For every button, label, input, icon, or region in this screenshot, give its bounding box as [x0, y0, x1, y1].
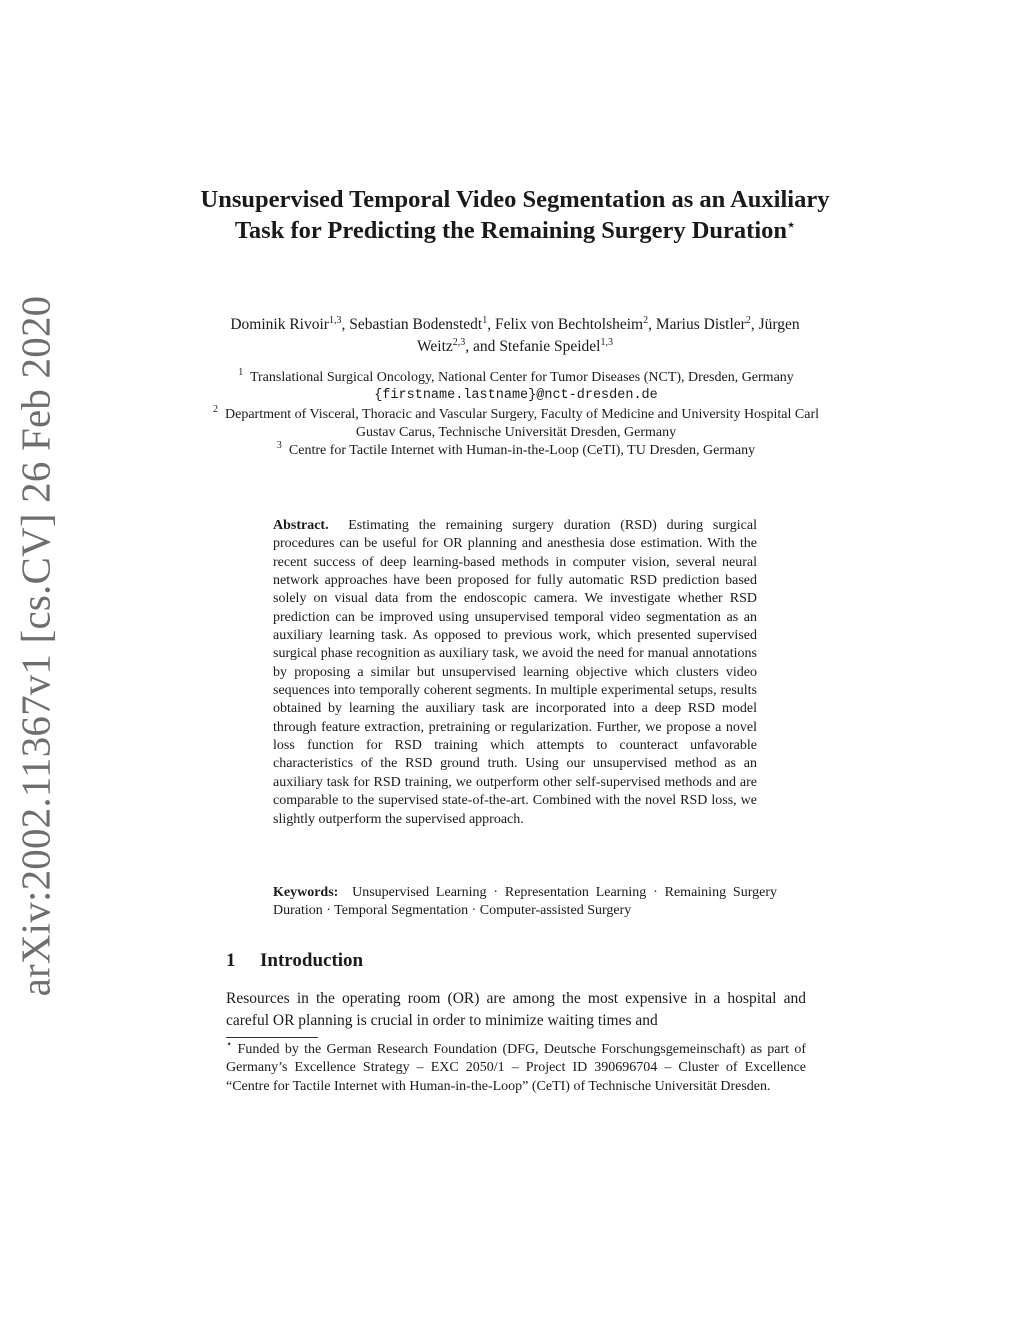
affiliation-item: [210, 442, 822, 460]
paper-title-text: Unsupervised Temporal Video Segmentation as an Auxiliary Task for Predicting the Remaining Surgery Duration: [200, 186, 830, 244]
author-affiliation-mark: 1,3: [600, 337, 613, 348]
abstract: [273, 517, 757, 829]
arxiv-identifier-text: arXiv:2002.11367v1 [cs.CV] 26 Feb 2020: [12, 295, 58, 997]
author-list: Dominik Rivoir$^{1,3}$, Sebastian Bodenstedt$^1$, Felix von Bechtolsheim$^2$, Marius Distler$^2$, Jürgen Weitz$^{2,3}$, and Stefanie Speidel$^{1,3}$: [230, 315, 800, 355]
affiliation-item: [210, 369, 822, 387]
author-name: Dominik Rivoir: [230, 316, 329, 333]
arxiv-identifier-stamp: [1, 295, 69, 997]
author-name: Jürgen Weitz: [417, 316, 800, 355]
paper-title: [200, 184, 830, 246]
author-affiliation-mark: 2: [643, 315, 649, 326]
affiliation-text: Translational Surgical Oncology, National Center for Tumor Diseases (NCT), Dresden, Germany: [249, 370, 794, 385]
keywords-label: Keywords:: [273, 885, 339, 900]
footnote-text: Funded by the German Research Foundation (DFG, Deutsche Forschungsgemeinschaft) as part of Germany’s Excellence Strategy – EXC 2050/1 – Project ID 390696704 – Cluster of Excellence “Centre for Tactile Internet with Human-in-the-Loop” (CeTI) of Technische Universität Dresden.: [226, 1042, 807, 1094]
footnote-mark: ⋆: [226, 1039, 233, 1050]
author-conjunction: and: [473, 338, 496, 355]
title-footnote-mark: ⋆: [787, 217, 796, 232]
section-title-text: Introduction: [260, 950, 364, 971]
affiliation-item: [210, 403, 822, 443]
author-name: Marius Distler: [655, 316, 746, 333]
author-affiliation-mark: 2: [745, 315, 751, 326]
author-name: Felix von Bechtolsheim: [495, 316, 644, 333]
section-number: 1: [226, 950, 236, 971]
author-affiliation-mark: 1: [482, 315, 488, 326]
author-affiliation-mark: 1,3: [328, 315, 342, 326]
introduction-paragraph: Resources in the operating room (OR) are among the most expensive in a hospital and careful OR planning is crucial in order to minimize waiting times and: [226, 990, 806, 1029]
footnote: [226, 1041, 806, 1096]
author-name: Stefanie Speidel: [499, 338, 601, 355]
affiliation-number: 2: [213, 403, 218, 415]
section-heading-introduction: [226, 950, 363, 972]
affiliation-number: 3: [276, 440, 282, 452]
author-email: {firstname.lastname}@nct-dresden.de: [374, 388, 658, 404]
author-name: Sebastian Bodenstedt: [349, 316, 483, 333]
affiliation-list: [210, 369, 822, 460]
affiliation-text: Department of Visceral, Thoracic and Vascular Surgery, Faculty of Medicine and University Hospital Carl Gustav Carus, Technische Universität Dresden, Germany: [225, 406, 819, 440]
keywords-text: Unsupervised Learning · Representation Learning · Remaining Surgery Duration · Temporal Segmentation · Computer-assisted Surgery: [273, 885, 778, 919]
footnote-divider: [226, 1037, 318, 1038]
author-affiliation-mark: 2,3: [452, 337, 466, 348]
keywords: [273, 884, 777, 921]
abstract-label: Abstract.: [273, 518, 329, 533]
affiliation-number: 1: [238, 367, 244, 378]
affiliation-text: Centre for Tactile Internet with Human-in-the-Loop (CeTI), TU Dresden, Germany: [288, 443, 756, 459]
abstract-text: Estimating the remaining surgery duration (RSD) during surgical procedures can be useful for OR planning and anesthesia dose estimation. With the recent success of deep learning-based methods in computer vision, several neural network approaches have been proposed for fully automatic RSD prediction based solely on visual data from the endoscopic camera. We investigate whether RSD prediction can be improved using unsupervised temporal video segmentation as an auxiliary learning task. As opposed to previous work, which presented supervised surgical phase recognition as auxiliary task, we avoid the need for manual annotations by proposing a similar but unsupervised learning objective which clusters video sequences into temporally coherent segments. In multiple experimental setups, results obtained by learning the auxiliary task are incorporated into a deep RSD model through feature extraction, pretraining or regularization. Further, we propose a novel loss function for RSD training which attempts to counteract unfavorable characteristics of the RSD ground truth. Using our unsupervised method as an auxiliary task for RSD training, we outperform other self-supervised methods and are comparable to the supervised state-of-the-art. Combined with the novel RSD loss, we slightly outperform the supervised approach.: [273, 518, 757, 827]
